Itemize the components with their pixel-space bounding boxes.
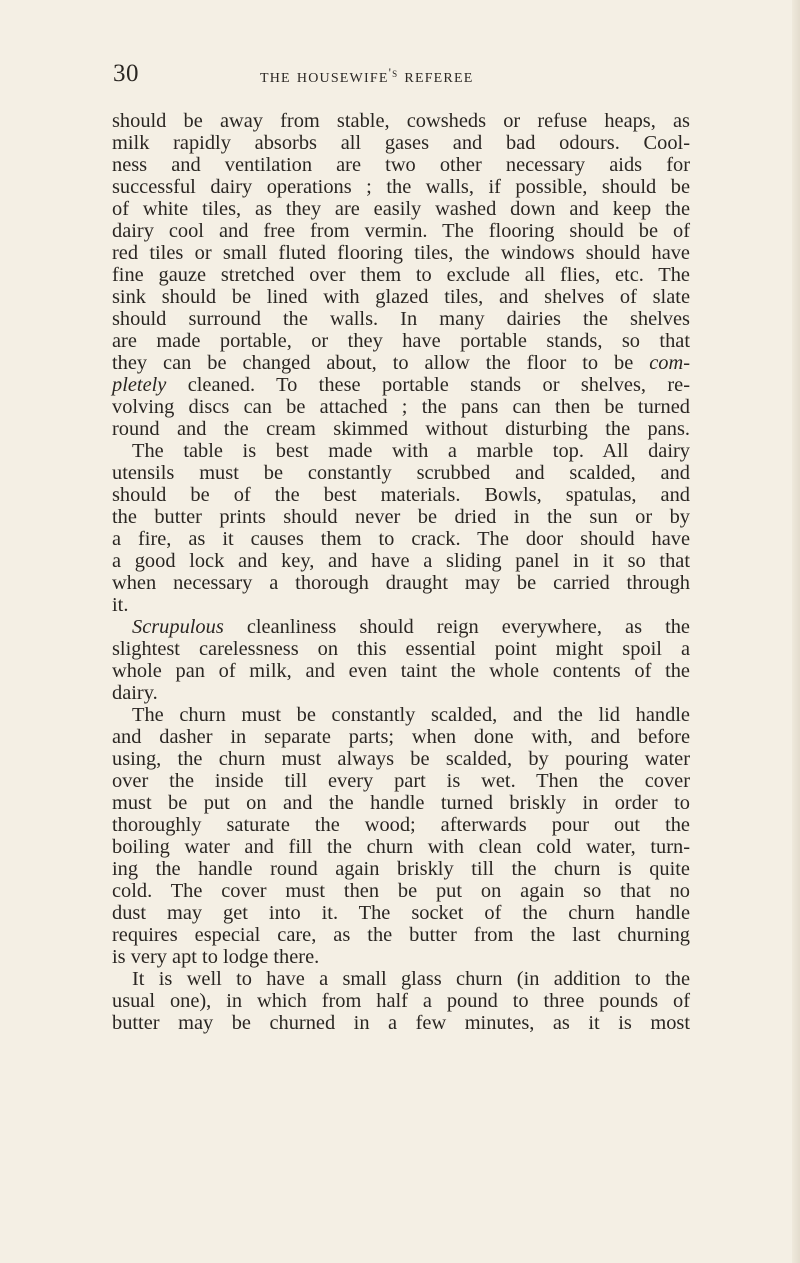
text-line: sink should be lined with glazed tiles, and shelves of slate — [112, 286, 690, 308]
text-line: It is well to have a small glass churn (in addition to the — [132, 968, 690, 990]
text-line: volving discs can be attached ; the pans can then be turned — [112, 396, 690, 418]
italic-text: com- — [649, 352, 690, 374]
text-line: over the inside till every part is wet. Then the cover — [112, 770, 690, 792]
text-line: butter may be churned in a few minutes, as it is most — [112, 1012, 690, 1034]
running-head-end: referee — [398, 66, 474, 87]
text-line — [112, 374, 690, 396]
text-line: dairy. — [112, 682, 158, 704]
page-header — [0, 60, 800, 94]
text-line: dust may get into it. The socket of the churn handle — [112, 902, 690, 924]
text-line — [112, 352, 690, 374]
text-line: of white tiles, as they are easily washed down and keep the — [112, 198, 690, 220]
text-line: the butter prints should never be dried in the sun or by — [112, 506, 690, 528]
page-number: 30 — [113, 60, 139, 87]
text-line: are made portable, or they have portable stands, so that — [112, 330, 690, 352]
text-line: The churn must be constantly scalded, and the lid handle — [132, 704, 690, 726]
running-head — [260, 65, 473, 88]
text-line — [112, 616, 690, 638]
body-text — [112, 110, 690, 1034]
text-line: must be put on and the handle turned briskly in order to — [112, 792, 690, 814]
text-line: red tiles or small fluted flooring tiles, the windows should have — [112, 242, 690, 264]
text-line: should be away from stable, cowsheds or refuse heaps, as — [112, 110, 690, 132]
text-line: The table is best made with a marble top. All dairy — [132, 440, 690, 462]
text-line: usual one), in which from half a pound to three pounds of — [112, 990, 690, 1012]
text-line: utensils must be constantly scrubbed and scalded, and — [112, 462, 690, 484]
text-run: they can be changed about, to allow the floor to be — [112, 352, 650, 374]
text-line: successful dairy operations ; the walls, if possible, should be — [112, 176, 690, 198]
text-line: boiling water and fill the churn with clean cold water, turn- — [112, 836, 690, 858]
text-line: cold. The cover must then be put on again so that no — [112, 880, 690, 902]
text-line: it. — [112, 594, 129, 616]
text-line: should surround the walls. In many dairies the shelves — [112, 308, 690, 330]
italic-text: pletely — [112, 374, 167, 396]
text-line: a fire, as it causes them to crack. The door should have — [112, 528, 690, 550]
text-line: round and the cream skimmed without disturbing the pans. — [112, 418, 690, 440]
italic-text: Scrupulous — [132, 616, 224, 638]
text-line: when necessary a thorough draught may be carried through — [112, 572, 690, 594]
running-head-main: the housewife — [260, 66, 389, 87]
text-line: is very apt to lodge there. — [112, 946, 320, 968]
text-line: ing the handle round again briskly till the churn is quite — [112, 858, 690, 880]
text-line: using, the churn must always be scalded, by pouring water — [112, 748, 690, 770]
text-line: slightest carelessness on this essential point might spoil a — [112, 638, 690, 660]
text-run: cleaned. To these portable stands or shelves, re- — [166, 374, 690, 396]
text-line: fine gauze stretched over them to exclude all flies, etc. The — [112, 264, 690, 286]
text-line: dairy cool and free from vermin. The flooring should be of — [112, 220, 690, 242]
running-head-possessive: 's — [388, 65, 399, 80]
text-line: thoroughly saturate the wood; afterwards pour out the — [112, 814, 690, 836]
text-line: should be of the best materials. Bowls, spatulas, and — [112, 484, 690, 506]
text-line: and dasher in separate parts; when done with, and before — [112, 726, 690, 748]
page-edge — [792, 0, 800, 1263]
text-line: requires especial care, as the butter from the last churning — [112, 924, 690, 946]
text-line: whole pan of milk, and even taint the whole contents of the — [112, 660, 690, 682]
text-line: milk rapidly absorbs all gases and bad odours. Cool- — [112, 132, 690, 154]
text-line: ness and ventilation are two other necessary aids for — [112, 154, 690, 176]
text-run: cleanliness should reign everywhere, as the — [223, 616, 690, 638]
text-line: a good lock and key, and have a sliding panel in it so that — [112, 550, 690, 572]
